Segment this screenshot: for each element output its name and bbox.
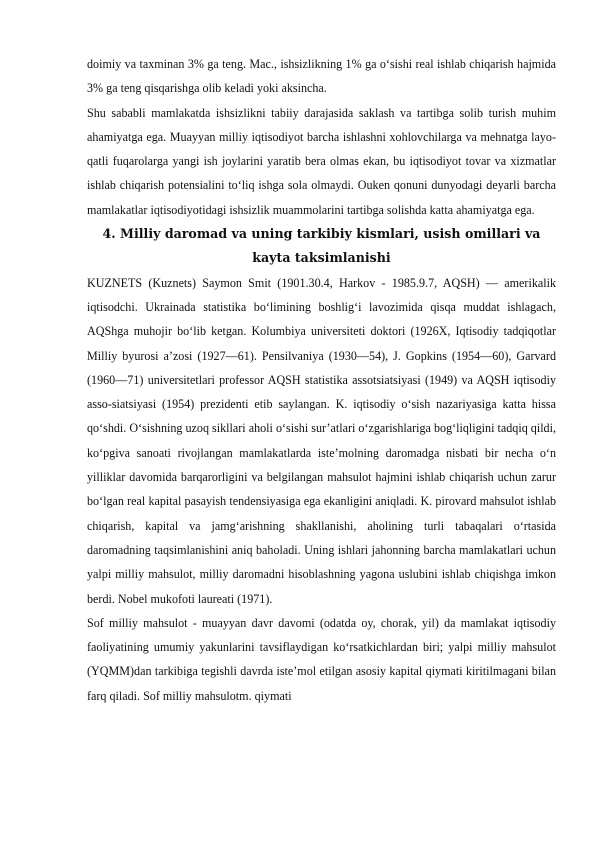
paragraph-okun-law-end: doimiy va taxminan 3% ga teng. Mac., ishsizlikning 1% ga o‘sishi real ishlab chiqarish hajmida 3% ga teng qisqarishga olib keladi yoki aksincha.	[87, 57, 556, 96]
document-page	[87, 52, 556, 708]
paragraph-kuznets: KUZNETS (Kuznets) Saymon Smit (1901.30.4, Harkov - 1985.9.7, AQSH) — amerikalik iqtisodchi. Ukrainada statistika bo‘limining boshlig‘i lavozimida qisqa muddat ishlagach, AQShga muhojir bo‘lib ketgan. Kolumbiya universiteti doktori (1926X, Iqtisodiy tadqiqotlar Milliy byurosi a’zosi (1927—61). Pensilvaniya (1930—54), J. Gopkins (1954—60), Garvard (1960—71) universitetlari professor AQSH statistika assotsiatsiyasi (1949) va AQSH iqtisodiy asso-siatsiyasi (1954) prezidenti etib saylangan. K. iqtisodiy o‘sish nazariyasiga katta hissa qo‘shdi. O‘sishning uzoq sikllari aholi o‘sishi sur’atlari o‘zgarishlariga bog‘liqligini tadqiq qildi, ko‘pgiva sanoati rivojlangan mamlakatlarda iste’molning daromadga nisbati bir necha o‘n yilliklar davomida barqarorligini va belgilangan mahsulot hajmini ishlab chiqarish uchun zarur bo‘lgan real kapital pasayish tendensiyasiga ega ekanligini aniqladi. K. pirovard mahsulot ishlab chiqarish, kapital va jamg‘arishning shakllanishi, aholining turli tabaqalari o‘rtasida daromadning taqsimlanishini aniq baholadi. Uning ishlari jahonning barcha mamlakatlari uchun yalpi milliy mahsulot, milliy daromadni hisoblashning yagona uslubini ishlab chiqishga imkon berdi. Nobel mukofoti laureati (1971).	[87, 275, 556, 606]
paragraph-unemployment: Shu sababli mamlakatda ishsizlikni tabiiy darajasida saklash va tartibga solib turish muhim ahamiyatga ega. Muayyan milliy iqtisodiyot barcha ishlashni xohlovchilarga va mehnatga layo-qatli fuqarolarga yangi ish joylarini yaratib bera olmas ekan, bu iqtisodiyot tovar va xizmatlar ishlab chiqarish potensialini to‘liq ishga sola olmaydi. Ouken qonuni dunyodagi deyarli barcha mamlakatlar iqtisodiyotidagi ishsizlik muammolarini tartibga solishda katta ahamiyatga ega.	[87, 105, 556, 217]
section-heading: 4. Milliy daromad va uning tarkibiy kismlari, usish omillari va kayta taksimlanishi	[102, 226, 541, 266]
paragraph-net-national-product: Sof milliy mahsulot - muayyan davr davomi (odatda oy, chorak, yil) da mamlakat iqtisodiy faoliyatining umumiy yakunlarini tavsiflaydigan ko‘rsatkichlardan biri; yalpi milliy mahsulot (YQMM)dan tarkibiga tegishli davrda iste’mol etilgan asosiy kapital qiymati kiritilmagani bilan farq qiladi. Sof milliy mahsulotm. qiymati	[87, 615, 556, 703]
